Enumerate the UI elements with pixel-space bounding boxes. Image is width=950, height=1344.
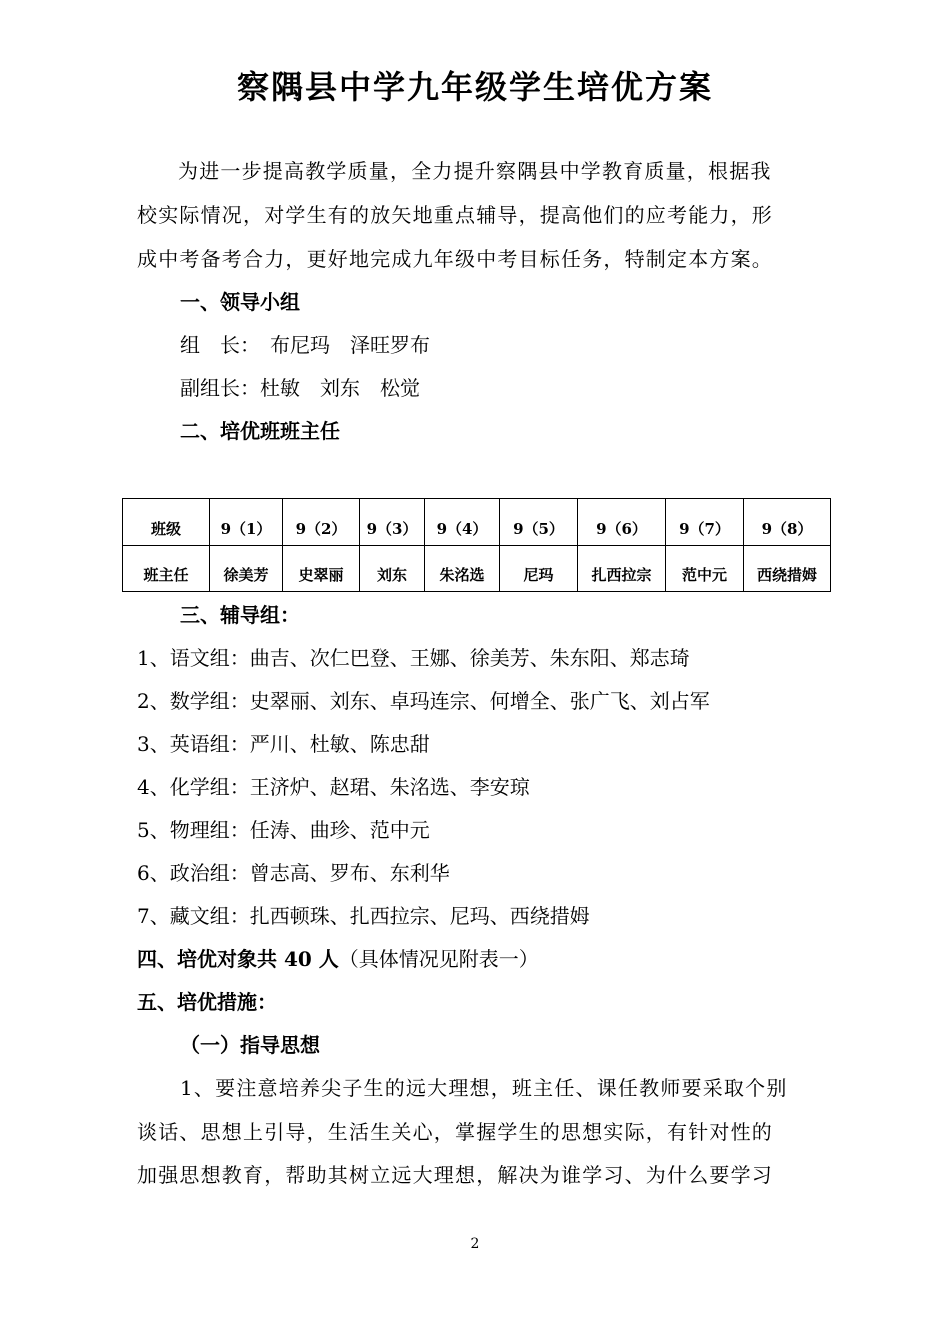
table-cell-teacher: 西绕措姆 — [744, 546, 831, 592]
table-cell-class: 9（7） — [666, 499, 744, 546]
table-cell-teacher: 徐美芳 — [210, 546, 283, 592]
table-cell-class: 9（2） — [283, 499, 360, 546]
section-four-line — [137, 946, 539, 972]
leader-line: 组 长： 布尼玛 泽旺罗布 — [180, 333, 430, 357]
table-cell-teacher: 扎西拉宗 — [578, 546, 666, 592]
page-title: 察隅县中学九年级学生培优方案 — [236, 68, 713, 106]
page-number: 2 — [470, 1236, 480, 1252]
table-row-classes — [123, 499, 831, 546]
table-header-label: 班级 — [123, 499, 210, 546]
intro-line-2: 校实际情况，对学生有的放矢地重点辅导，提高他们的应考能力，形 — [137, 203, 773, 227]
table-cell-teacher: 尼玛 — [500, 546, 578, 592]
tutoring-group-item: 4、化学组：王济炉、赵珺、朱洺选、李安琼 — [137, 775, 530, 799]
table-cell-class: 9（8） — [744, 499, 831, 546]
table-row-teachers — [123, 546, 831, 592]
tutoring-group-item: 6、政治组：曾志高、罗布、东利华 — [137, 861, 450, 885]
table-cell-class: 9（3） — [360, 499, 425, 546]
section-heading-measures: 五、培优措施： — [137, 990, 277, 1014]
tutoring-group-item: 1、语文组：曲吉、次仁巴登、王娜、徐美芳、朱东阳、郑志琦 — [137, 646, 690, 670]
table-cell-teacher: 刘东 — [360, 546, 425, 592]
intro-line-3: 成中考备考合力，更好地完成九年级中考目标任务，特制定本方案。 — [137, 247, 773, 271]
measure-paragraph-line-3: 加强思想教育，帮助其树立远大理想，解决为谁学习、为什么要学习 — [137, 1163, 773, 1187]
section-four-note: （具体情况见附表一） — [338, 947, 539, 971]
table-teacher-label: 班主任 — [123, 546, 210, 592]
table-cell-class: 9（5） — [500, 499, 578, 546]
table-cell-teacher: 范中元 — [666, 546, 744, 592]
measure-paragraph-line-2: 谈话、思想上引导，生活生关心，掌握学生的思想实际，有针对性的 — [137, 1120, 773, 1144]
table-cell-teacher: 史翠丽 — [283, 546, 360, 592]
table-cell-teacher: 朱洺选 — [425, 546, 500, 592]
subheading-guiding-thought: （一）指导思想 — [180, 1033, 320, 1057]
tutoring-group-item: 5、物理组：任涛、曲珍、范中元 — [137, 818, 430, 842]
section-heading-tutoring-groups: 三、辅导组： — [180, 603, 300, 627]
tutoring-group-item: 3、英语组：严川、杜敏、陈忠甜 — [137, 732, 430, 756]
tutoring-group-item: 7、藏文组：扎西顿珠、扎西拉宗、尼玛、西绕措姆 — [137, 904, 590, 928]
deputy-leader-line: 副组长：杜敏 刘东 松觉 — [180, 376, 420, 400]
table-cell-class: 9（6） — [578, 499, 666, 546]
section-heading-leadership: 一、领导小组 — [180, 290, 300, 314]
table-cell-class: 9（4） — [425, 499, 500, 546]
measure-paragraph-line-1: 1、要注意培养尖子生的远大理想，班主任、课任教师要采取个别 — [180, 1076, 788, 1100]
intro-line-1: 为进一步提高教学质量，全力提升察隅县中学教育质量，根据我 — [178, 159, 772, 183]
tutoring-group-item: 2、数学组：史翠丽、刘东、卓玛连宗、何增全、张广飞、刘占军 — [137, 689, 710, 713]
section-heading-target-students: 四、培优对象共 40 人 — [137, 947, 339, 971]
class-teacher-table — [122, 498, 831, 592]
table-cell-class: 9（1） — [210, 499, 283, 546]
section-heading-class-teachers: 二、培优班班主任 — [180, 419, 340, 443]
